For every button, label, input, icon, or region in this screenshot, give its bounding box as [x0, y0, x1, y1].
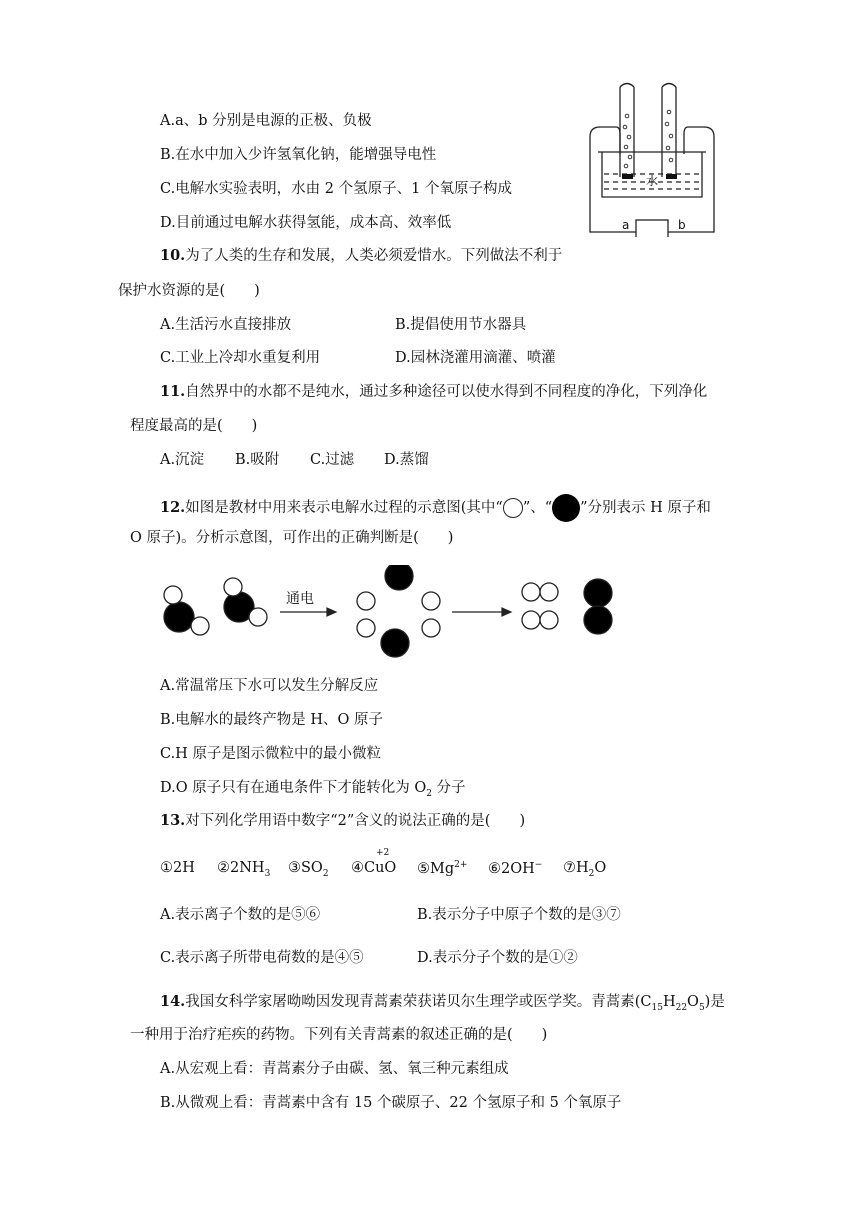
- q13-item-2-main: ②2NH: [217, 860, 265, 876]
- electrolysis-apparatus: [586, 82, 718, 237]
- q9-option-a: A.a、b 分别是电源的正极、负极: [160, 113, 372, 129]
- q10-stem-line1: [160, 246, 562, 266]
- q9-option-b: B.在水中加入少许氢氧化钠，能增强导电性: [160, 147, 437, 163]
- electrolysis-molecule-diagram: [150, 565, 630, 665]
- q13-item-4-valence: +2: [376, 848, 390, 858]
- q14-stem-text-b: )是: [704, 994, 725, 1010]
- q14-number: 14.: [160, 993, 186, 1010]
- q10-option-b: B.提倡使用节水器具: [395, 317, 527, 333]
- q14-o: O: [687, 994, 699, 1010]
- q14-h: H: [662, 994, 676, 1010]
- q13-item-6-sup: −: [534, 860, 543, 870]
- q14-sub-5: 5: [698, 1002, 705, 1013]
- q13-item-4-main: CuO: [364, 860, 397, 876]
- q9-option-c: C.电解水实验表明，水由 2 个氢原子、1 个氧原子构成: [160, 181, 512, 197]
- q10-stem-text: 为了人类的生存和发展，人类必须爱惜水。下列做法不利于: [185, 248, 563, 264]
- q14-option-a: A.从宏观上看：青蒿素分子由碳、氢、氧三种元素组成: [160, 1061, 509, 1077]
- q12-option-d-sub: 2: [426, 788, 432, 799]
- q13-item-7-sub: 2: [588, 868, 595, 879]
- water-label: 水: [646, 174, 659, 188]
- q9-option-d: D.目前通过电解水获得氢能，成本高、效率低: [160, 215, 452, 231]
- q13-item-2: [217, 860, 270, 879]
- q13-item-6-main: ⑥2OH: [488, 860, 535, 877]
- q12-number: 12.: [160, 499, 186, 516]
- q13-item-5: [417, 860, 467, 877]
- q12-option-a: A.常温常压下水可以发生分解反应: [160, 678, 379, 694]
- q11-option-a: A.沉淀: [160, 452, 205, 468]
- q13-stem: [160, 811, 525, 831]
- q10-option-a: A.生活污水直接排放: [160, 317, 292, 333]
- q12-stem-part3: ”分别表示 H 原子和: [580, 500, 711, 516]
- q12-stem-line1: [160, 494, 711, 522]
- q12-option-c: C.H 原子是图示微粒中的最小微粒: [160, 746, 381, 762]
- q12-option-d-text: D.O 原子只有在通电条件下才能转化为 O: [160, 780, 427, 796]
- q13-option-b: B.表示分子中原子个数的是③⑦: [417, 907, 621, 923]
- q13-option-d: D.表示分子个数的是①②: [417, 950, 578, 966]
- q13-option-a: A.表示离子个数的是⑤⑥: [160, 907, 321, 923]
- q13-item-7-main: ⑦H: [563, 860, 589, 876]
- q13-item-1: ①2H: [160, 860, 195, 876]
- q10-option-c: C.工业上冷却水重复利用: [160, 350, 321, 366]
- q14-stem-line2: 一种用于治疗疟疾的药物。下列有关青蒿素的叙述正确的是( ): [130, 1027, 548, 1043]
- q13-item-5-sup: 2+: [454, 860, 468, 870]
- q10-option-d: D.园林浇灌用滴灌、喷灌: [395, 350, 556, 366]
- oxygen-atom-icon: [552, 494, 580, 522]
- q12-option-b: B.电解水的最终产物是 H、O 原子: [160, 712, 384, 728]
- q12-option-d: [160, 778, 466, 804]
- q12-option-d-tail: 分子: [431, 780, 466, 796]
- q11-option-b: B.吸附: [235, 452, 280, 468]
- arrow-label-electrify: 通电: [286, 591, 314, 607]
- q14-sub-22: 22: [675, 1002, 688, 1013]
- q13-item-4-prefix: ④: [351, 860, 364, 876]
- q13-number: 13.: [160, 812, 186, 829]
- q11-option-c: C.过滤: [310, 452, 355, 468]
- q13-item-7: [563, 860, 606, 879]
- q13-item-3: [288, 860, 329, 879]
- q10-number: 10.: [160, 247, 186, 264]
- q11-stem-text: 自然界中的水都不是纯水，通过多种途径可以使水得到不同程度的净化，下列净化: [185, 384, 708, 400]
- q13-option-c: C.表示离子所带电荷数的是④⑤: [160, 950, 364, 966]
- q13-item-6: [488, 860, 542, 877]
- q14-option-b: B.从微观上看：青蒿素中含有 15 个碳原子、22 个氢原子和 5 个氧原子: [160, 1095, 622, 1111]
- q13-item-2-sub: 3: [264, 868, 271, 879]
- q11-stem-line2: 程度最高的是( ): [130, 418, 258, 434]
- q14-sub-15: 15: [651, 1002, 663, 1013]
- q13-item-3-main: ③SO: [288, 860, 323, 876]
- q14-stem-text-a: 我国女科学家屠呦呦因发现青蒿素荣获诺贝尔生理学或医学奖。青蒿素(C: [185, 994, 652, 1010]
- q11-stem-line1: [160, 382, 707, 402]
- q12-stem-part2: ”、“: [522, 500, 553, 516]
- hydrogen-atom-icon: [503, 498, 523, 518]
- q13-item-5-main: ⑤Mg: [417, 860, 455, 877]
- q12-stem-part1: 如图是教材中用来表示电解水过程的示意图(其中“: [185, 500, 503, 516]
- q13-stem-text: 对下列化学用语中数字“2”含义的说法正确的是( ): [185, 813, 526, 829]
- q13-item-4: [351, 848, 397, 876]
- electrode-b-label: b: [678, 218, 686, 232]
- q11-number: 11.: [160, 383, 186, 400]
- q11-option-d: D.蒸馏: [384, 452, 429, 468]
- q10-stem-line2: 保护水资源的是( ): [118, 283, 260, 299]
- electrode-a-label: a: [622, 218, 630, 232]
- q13-item-7-tail: O: [594, 860, 607, 876]
- q14-stem-line1: [160, 992, 725, 1018]
- q13-item-3-sub: 2: [322, 868, 329, 879]
- q12-stem-line2: O 原子)。分析示意图，可作出的正确判断是( ): [130, 530, 454, 546]
